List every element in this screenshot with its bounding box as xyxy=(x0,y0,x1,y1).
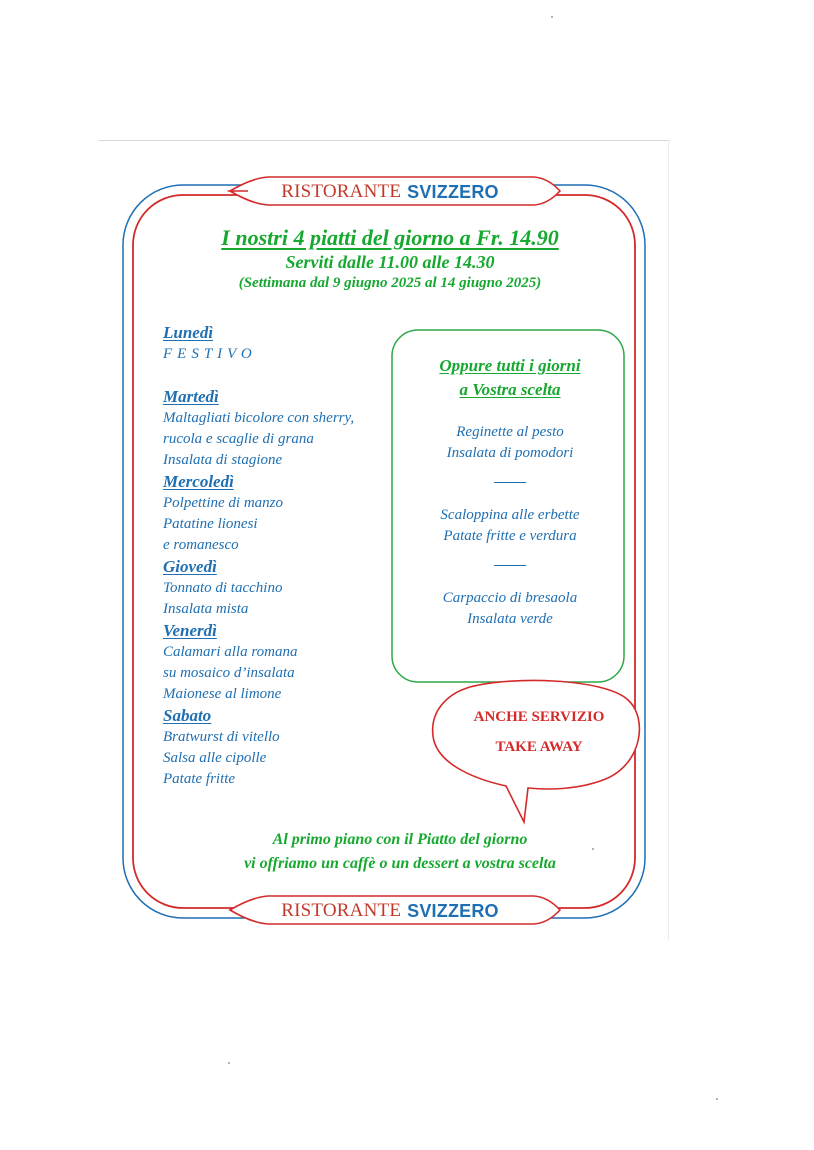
dish-item: Calamari alla romana xyxy=(163,644,298,660)
dish-item: FESTIVO xyxy=(163,346,257,362)
day-venerdi xyxy=(163,620,403,705)
dish-item: Salsa alle cipolle xyxy=(163,750,267,766)
alternatives-heading-line1: Oppure tutti i giorni xyxy=(439,356,581,375)
menu-title: I nostri 4 piatti del giorno a Fr. 14.90 xyxy=(221,225,559,250)
dish-item: e romanesco xyxy=(163,537,239,553)
restaurant-name-part1: RISTORANTE xyxy=(281,181,402,202)
day-giovedi xyxy=(163,556,403,620)
dish-item: Bratwurst di vitello xyxy=(163,729,280,745)
dish-item: Patatine lionesi xyxy=(163,516,258,532)
restaurant-name-part2: SVIZZERO xyxy=(407,181,499,202)
bottom-banner xyxy=(230,897,550,925)
day-mercoledi xyxy=(163,471,403,556)
daily-menu xyxy=(163,322,403,790)
alternatives-heading-line2: a Vostra scelta xyxy=(459,380,561,399)
footer-line1: Al primo piano con il Piatto del giorno xyxy=(272,831,528,848)
takeaway-line2: TAKE AWAY xyxy=(495,739,583,755)
dish-item: rucola e scaglie di grana xyxy=(163,431,314,447)
day-name: Mercoledì xyxy=(163,472,234,491)
week-range: (Settimana dal 9 giugno 2025 al 14 giugno 2025) xyxy=(238,275,542,291)
dish-item: Insalata di stagione xyxy=(163,452,283,468)
alt-dish: Patate fritte e verdura xyxy=(443,528,577,544)
takeaway-line1: ANCHE SERVIZIO xyxy=(473,709,605,725)
serving-hours: Serviti dalle 11.00 alle 14.30 xyxy=(285,252,495,272)
restaurant-name-part2: SVIZZERO xyxy=(407,900,499,921)
day-sabato xyxy=(163,705,403,790)
dish-item: Maltagliati bicolore con sherry, xyxy=(163,410,355,426)
day-martedi xyxy=(163,386,403,471)
restaurant-name-part1: RISTORANTE xyxy=(281,900,402,921)
day-name: Venerdì xyxy=(163,621,217,640)
footer-line2: vi offriamo un caffè o un dessert a vostra scelta xyxy=(244,855,556,872)
day-name: Martedì xyxy=(163,387,219,406)
dish-item: Tonnato di tacchino xyxy=(163,580,283,596)
alt-dish: Carpaccio di bresaola xyxy=(442,590,578,606)
alt-dish: Insalata verde xyxy=(467,611,553,627)
day-name: Giovedì xyxy=(163,557,217,576)
takeaway-callout xyxy=(432,702,646,762)
day-lunedi xyxy=(163,322,403,365)
day-name: Sabato xyxy=(163,706,212,725)
dish-item: su mosaico d’insalata xyxy=(163,665,295,681)
top-banner xyxy=(230,178,550,206)
dish-item: Patate fritte xyxy=(163,771,236,787)
day-name: Lunedì xyxy=(163,323,214,342)
dish-item: Polpettine di manzo xyxy=(163,495,283,511)
footer-offer xyxy=(140,828,660,876)
alt-dish: Insalata di pomodori xyxy=(446,445,574,461)
alt-dish: Reginette al pesto xyxy=(456,424,564,440)
dish-item: Insalata mista xyxy=(163,601,249,617)
alternatives-panel xyxy=(402,354,618,630)
alt-dish: Scaloppina alle erbette xyxy=(440,507,580,523)
dish-item: Maionese al limone xyxy=(163,686,282,702)
